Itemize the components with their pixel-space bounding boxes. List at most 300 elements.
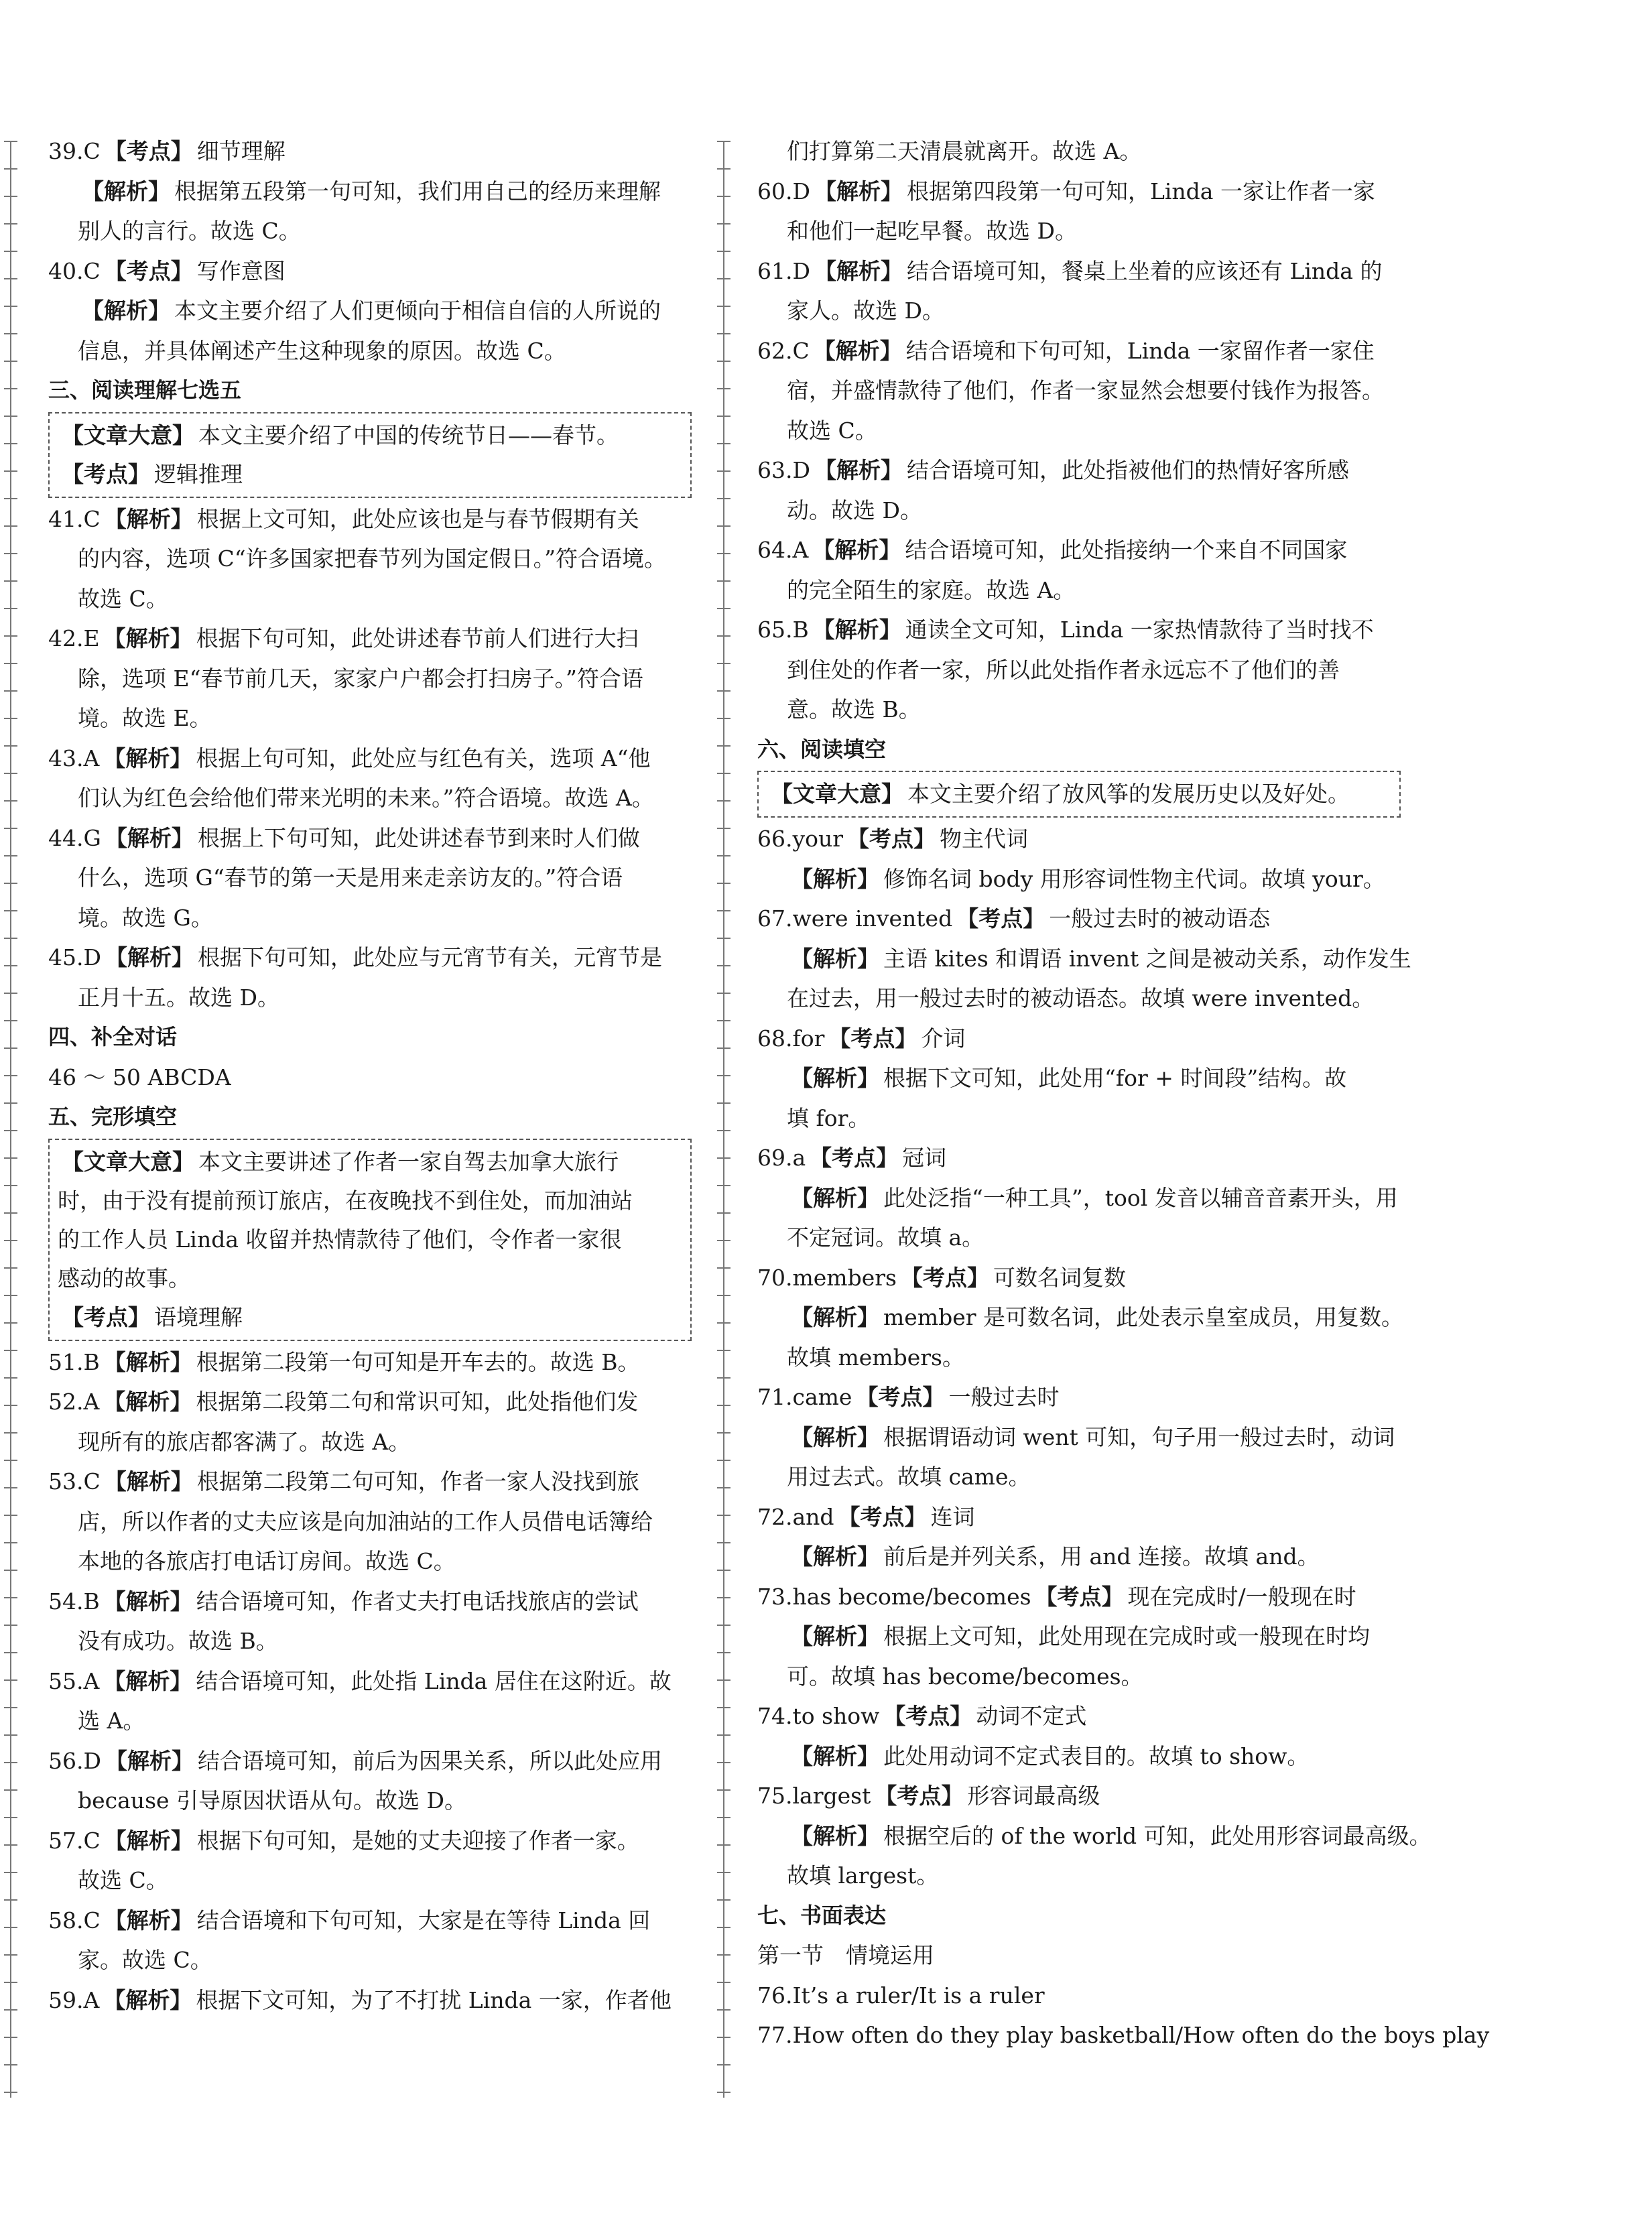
binding-tick [4, 1982, 17, 1983]
line-text: 形容词最高级 [967, 1783, 1100, 1809]
binding-tick [4, 828, 17, 829]
continuation-line [48, 858, 692, 898]
continuation-line [757, 1218, 1401, 1258]
left-binding-marks [4, 141, 17, 2098]
binding-tick [717, 278, 730, 279]
answer-entry [757, 1138, 1401, 1178]
line-text: 根据谓语动词 went 可知，句子用一般过去时，动词 [883, 1423, 1395, 1450]
binding-tick [717, 773, 730, 774]
line-text: 不定冠词。故填 a。 [787, 1224, 984, 1251]
binding-tick [4, 1350, 17, 1351]
binding-tick [4, 1185, 17, 1186]
binding-tick [4, 663, 17, 664]
continuation-line [757, 291, 1401, 331]
label-tag: 【解析】 [104, 1907, 193, 1933]
binding-tick [717, 251, 730, 252]
summary-line [58, 1220, 682, 1259]
answer-number: 65.B [757, 617, 809, 643]
answer-entry [48, 1661, 692, 1702]
label-tag: 【解析】 [791, 1184, 879, 1211]
line-text: 主语 kites 和谓语 invent 之间是被动关系，动作发生 [883, 945, 1411, 972]
label-tag: 【考点】 [810, 1145, 899, 1171]
binding-tick [4, 498, 17, 499]
answer-entry [757, 899, 1401, 939]
binding-tick [717, 1212, 730, 1214]
text-line [48, 1058, 692, 1098]
binding-tick [717, 910, 730, 911]
answer-entry [48, 499, 692, 539]
answer-entry [757, 610, 1401, 650]
binding-tick [717, 2064, 730, 2065]
continuation-line [757, 570, 1401, 611]
label-tag: 【解析】 [105, 944, 194, 970]
binding-tick [717, 525, 730, 527]
summary-line [58, 1182, 682, 1220]
binding-tick [4, 1570, 17, 1571]
binding-tick [717, 223, 730, 225]
answer-entry [757, 1019, 1401, 1059]
binding-tick [717, 1542, 730, 1543]
line-text: 的内容，选项 C“许多国家把春节列为国定假日。”符合语境。 [78, 546, 666, 572]
answer-number: 39.C [48, 138, 101, 164]
binding-tick [4, 1322, 17, 1324]
binding-tick [717, 1872, 730, 1873]
line-text: 选 A。 [78, 1708, 145, 1734]
answer-entry [48, 1821, 692, 1861]
line-text: 77.How often do they play basketball/How often do the boys play [757, 2022, 1490, 2048]
binding-tick [717, 1707, 730, 1708]
binding-tick [717, 1625, 730, 1626]
line-text: 本文主要介绍了人们更倾向于相信自信的人所说的 [174, 298, 661, 324]
line-text: 五、完形填空 [48, 1104, 178, 1129]
binding-tick [4, 168, 17, 170]
binding-tick [717, 1295, 730, 1296]
line-text: 76.It’s a ruler/It is a ruler [757, 1982, 1045, 2009]
answer-entry [48, 131, 692, 172]
line-text: 此处用动词不定式表目的。故填 to show。 [883, 1742, 1310, 1769]
binding-tick [717, 1927, 730, 1928]
binding-tick [717, 965, 730, 966]
answer-entry [48, 739, 692, 779]
binding-tick [4, 2037, 17, 2038]
continuation-line [757, 1736, 1401, 1777]
binding-tick [4, 1844, 17, 1846]
continuation-line [757, 1058, 1401, 1098]
binding-tick [717, 993, 730, 994]
line-text: 故选 C。 [78, 585, 168, 612]
answer-number: 56.D [48, 1747, 101, 1774]
binding-tick [717, 1982, 730, 1983]
answer-number: 61.D [757, 257, 810, 284]
line-text: 根据第四段第一句可知，Linda 一家让作者一家 [906, 178, 1375, 204]
answer-entry [757, 1776, 1401, 1816]
binding-tick [717, 828, 730, 829]
binding-tick [4, 1515, 17, 1516]
binding-tick [717, 1102, 730, 1104]
line-text: 介词 [921, 1025, 966, 1052]
line-text: 结合语境可知，此处指被他们的热情好客所感 [906, 457, 1349, 483]
label-tag: 【解析】 [791, 1623, 879, 1649]
label-tag: 【解析】 [105, 1747, 194, 1774]
answer-entry [757, 1258, 1401, 1298]
binding-tick [4, 1157, 17, 1159]
binding-tick [717, 663, 730, 664]
section-heading [757, 730, 1401, 770]
answer-number: 52.A [48, 1389, 100, 1415]
line-text: 结合语境和下句可知，大家是在等待 Linda 回 [196, 1907, 651, 1933]
line-text: 根据第二段第二句和常识可知，此处指他们发 [196, 1389, 639, 1415]
binding-tick [4, 1487, 17, 1488]
continuation-line [757, 939, 1411, 979]
binding-tick [4, 1020, 17, 1021]
line-text: because 引导原因状语从句。故选 D。 [78, 1787, 466, 1814]
label-tag: 【考点】 [104, 257, 193, 284]
binding-tick [4, 1130, 17, 1131]
binding-tick [4, 1597, 17, 1598]
binding-tick [4, 580, 17, 582]
binding-tick [4, 965, 17, 966]
label-tag: 【考点】 [1035, 1583, 1124, 1610]
line-text: 写作意图 [196, 257, 285, 284]
binding-tick [717, 1762, 730, 1763]
binding-tick [717, 361, 730, 362]
continuation-line [48, 331, 692, 371]
label-tag: 【解析】 [813, 337, 902, 364]
binding-tick [717, 2009, 730, 2011]
binding-tick [717, 1570, 730, 1571]
binding-tick [4, 306, 17, 307]
label-tag: 【解析】 [103, 1389, 192, 1415]
label-tag: 【解析】 [791, 945, 879, 972]
summary-box [757, 771, 1401, 818]
binding-tick [717, 718, 730, 719]
line-text: 第一节 情境运用 [757, 1942, 934, 1968]
line-text: 七、书面表达 [757, 1902, 887, 1928]
line-text: 结合语境可知，作者丈夫打电话找旅店的尝试 [196, 1588, 639, 1614]
answer-number: 43.A [48, 745, 100, 771]
answer-entry [757, 1377, 1401, 1417]
binding-tick [717, 1157, 730, 1159]
binding-tick [4, 608, 17, 609]
binding-tick [4, 1872, 17, 1873]
continuation-line [757, 1338, 1401, 1378]
binding-tick [717, 333, 730, 334]
continuation-line [48, 698, 692, 739]
binding-tick [717, 196, 730, 197]
line-text: 结合语境可知，此处指 Linda 居住在这附近。故 [196, 1667, 672, 1694]
answer-number: 60.D [757, 178, 810, 204]
line-text: 根据下文可知，为了不打扰 Linda 一家，作者他 [196, 1986, 672, 2013]
continuation-line [48, 1940, 692, 1980]
line-text: 通读全文可知，Linda 一家热情款待了当时找不 [905, 617, 1374, 643]
binding-tick [717, 141, 730, 142]
line-text: 根据上文可知，此处应该也是与春节假期有关 [196, 505, 639, 532]
answer-entry [48, 938, 692, 978]
label-tag: 【考点】 [847, 826, 936, 852]
answer-number: 67.were invented [757, 905, 953, 932]
line-text: 冠词 [902, 1145, 947, 1171]
answer-entry [757, 530, 1401, 570]
continuation-line [757, 1537, 1401, 1577]
binding-tick [717, 1322, 730, 1324]
answer-entry [757, 1497, 1401, 1537]
summary-text: 的工作人员 Linda 收留并热情款待了他们，令作者一家很 [58, 1226, 622, 1253]
label-tag: 【解析】 [103, 1348, 192, 1375]
continuation-line [757, 978, 1401, 1019]
binding-tick [4, 1762, 17, 1763]
binding-tick [4, 1927, 17, 1928]
binding-tick [4, 1652, 17, 1653]
summary-box [48, 412, 692, 498]
binding-tick [4, 525, 17, 527]
answer-entry [757, 1696, 1401, 1736]
line-text: 一般过去时 [948, 1384, 1060, 1410]
label-tag: 【解析】 [791, 1543, 879, 1570]
continuation-line [757, 211, 1401, 251]
answer-entry [48, 818, 692, 859]
answer-entry [757, 331, 1401, 371]
continuation-line [757, 1856, 1401, 1896]
answer-number: 51.B [48, 1348, 100, 1375]
line-text: 根据下文可知，此处用“for + 时间段”结构。故 [883, 1065, 1347, 1091]
line-text: 正月十五。故选 D。 [78, 984, 279, 1011]
binding-tick [4, 773, 17, 774]
continuation-line [48, 1502, 692, 1542]
continuation-line [757, 690, 1401, 730]
binding-tick [717, 443, 730, 444]
binding-tick [4, 1542, 17, 1543]
binding-tick [4, 333, 17, 334]
binding-tick [717, 1487, 730, 1488]
line-text: 前后是并列关系，用 and 连接。故填 and。 [883, 1543, 1320, 1570]
label-tag: 【解析】 [103, 1667, 192, 1694]
label-tag: 【解析】 [814, 257, 903, 284]
summary-line [58, 1259, 682, 1298]
line-text: 细节理解 [196, 138, 285, 164]
continuation-line [48, 1860, 692, 1901]
continuation-line [757, 1297, 1404, 1338]
answer-number: 45.D [48, 944, 101, 970]
label-tag: 【解析】 [791, 1065, 879, 1091]
line-text: 意。故选 B。 [787, 696, 921, 722]
text-line [757, 1976, 1401, 2016]
line-text: 现在完成时/一般现在时 [1127, 1583, 1356, 1610]
line-text: 境。故选 G。 [78, 904, 213, 931]
line-text: 宿，并盛情款待了他们，作者一家显然会想要付钱作为报答。 [787, 377, 1384, 403]
label-tag: 【解析】 [103, 1986, 192, 2013]
line-text: 可。故填 has become/becomes。 [787, 1663, 1143, 1690]
binding-tick [4, 1625, 17, 1626]
section-heading [48, 371, 692, 411]
line-text: 家。故选 C。 [78, 1947, 212, 1973]
answer-entry [48, 619, 692, 659]
binding-tick [717, 855, 730, 856]
continuation-line [757, 1098, 1401, 1139]
binding-tick [717, 1130, 730, 1131]
binding-tick [4, 690, 17, 692]
continuation-line [48, 172, 692, 212]
binding-tick [4, 1212, 17, 1214]
continuation-line [48, 1781, 692, 1821]
section-heading [48, 1017, 692, 1058]
label-tag: 【解析】 [814, 457, 903, 483]
continuation-line [48, 211, 692, 251]
binding-tick [4, 2009, 17, 2011]
label-tag: 【文章大意】 [771, 781, 903, 807]
line-text: 一般过去时的被动语态 [1049, 905, 1271, 932]
binding-tick [717, 1734, 730, 1736]
binding-tick [4, 1899, 17, 1901]
line-text: 根据第二段第二句可知，作者一家人没找到旅 [196, 1468, 639, 1495]
binding-tick [4, 1679, 17, 1681]
binding-tick [4, 470, 17, 472]
answer-number: 72.and [757, 1503, 834, 1530]
answer-number: 42.E [48, 625, 100, 651]
label-tag: 【解析】 [104, 505, 193, 532]
line-text: 根据上文可知，此处用现在完成时或一般现在时均 [883, 1623, 1370, 1649]
summary-line [58, 1298, 682, 1337]
summary-box [48, 1139, 692, 1341]
summary-text: 感动的故事。 [58, 1265, 190, 1291]
binding-tick [717, 1679, 730, 1681]
summary-text: 时，由于没有提前预订旅店，在夜晚找不到住处，而加油站 [58, 1187, 633, 1214]
line-text: 用过去式。故填 came。 [787, 1464, 1031, 1490]
binding-tick [717, 2037, 730, 2038]
binding-tick [4, 745, 17, 747]
binding-tick [717, 2092, 730, 2093]
label-tag: 【解析】 [82, 298, 170, 324]
binding-tick [717, 608, 730, 609]
binding-tick [4, 278, 17, 279]
binding-tick [4, 1240, 17, 1241]
label-tag: 【考点】 [856, 1384, 945, 1410]
binding-tick [4, 2092, 17, 2093]
line-text: 根据下句可知，此处讲述春节前人们进行大扫 [196, 625, 639, 651]
line-text: 们打算第二天清晨就离开。故选 A。 [787, 138, 1142, 164]
binding-tick [4, 443, 17, 444]
binding-tick [717, 1789, 730, 1791]
line-text: 根据上下句可知，此处讲述春节到来时人们做 [197, 824, 640, 851]
answer-number: 41.C [48, 505, 101, 532]
line-text: 修饰名词 body 用形容词性物主代词。故填 your。 [883, 865, 1385, 892]
label-tag: 【解析】 [104, 1827, 193, 1854]
binding-tick [4, 141, 17, 142]
label-tag: 【解析】 [812, 617, 901, 643]
binding-tick [4, 1102, 17, 1104]
binding-tick [4, 1075, 17, 1076]
right-column [757, 131, 1490, 2055]
continuation-line [757, 491, 1401, 531]
line-text: 本地的各旅店打电话订房间。故选 C。 [78, 1548, 456, 1574]
label-tag: 【考点】 [838, 1503, 927, 1530]
line-text: 结合语境可知，餐桌上坐着的应该还有 Linda 的 [906, 257, 1383, 284]
binding-tick [4, 1817, 17, 1818]
continuation-line [48, 778, 692, 818]
binding-tick [717, 800, 730, 802]
binding-tick [717, 745, 730, 747]
answer-number: 66.your [757, 826, 844, 852]
continuation-line [757, 371, 1401, 411]
line-text: 此处泛指“一种工具”，tool 发音以辅音音素开头，用 [883, 1184, 1398, 1211]
line-text: 们认为红色会给他们带来光明的未来。”符合语境。故选 A。 [78, 785, 654, 811]
label-tag: 【解析】 [82, 178, 170, 204]
answer-number: 74.to show [757, 1703, 880, 1729]
line-text: 三、阅读理解七选五 [48, 377, 242, 403]
line-text: 根据第二段第一句可知是开车去的。故选 B。 [196, 1348, 640, 1375]
binding-tick [717, 1954, 730, 1956]
binding-tick [717, 1432, 730, 1434]
binding-tick [717, 1652, 730, 1653]
binding-tick [4, 1789, 17, 1791]
answer-entry [757, 251, 1401, 292]
binding-tick [717, 168, 730, 170]
binding-tick [4, 1047, 17, 1049]
label-tag: 【解析】 [812, 537, 901, 563]
continuation-line [757, 859, 1401, 899]
binding-tick [717, 1597, 730, 1598]
label-tag: 【解析】 [105, 824, 194, 851]
answer-number: 70.members [757, 1264, 897, 1291]
answer-number: 44.G [48, 824, 101, 851]
continuation-line [757, 1616, 1401, 1657]
line-text: member 是可数名词，此处表示皇室成员，用复数。 [883, 1304, 1404, 1330]
binding-tick [4, 883, 17, 884]
label-tag: 【文章大意】 [62, 1148, 194, 1175]
binding-tick [717, 690, 730, 692]
label-tag: 【解析】 [103, 1588, 192, 1614]
answer-entry [48, 251, 692, 292]
line-text: 故填 largest。 [787, 1862, 939, 1889]
answer-number: 54.B [48, 1588, 100, 1614]
section-heading [757, 1896, 1401, 1936]
summary-text: 本文主要讲述了作者一家自驾去加拿大旅行 [198, 1148, 619, 1175]
label-tag: 【解析】 [791, 1304, 879, 1330]
continuation-line [48, 1422, 692, 1462]
line-text: 46 ～ 50 ABCDA [48, 1064, 231, 1090]
binding-tick [717, 1515, 730, 1516]
binding-tick [4, 361, 17, 362]
binding-tick [717, 883, 730, 884]
continuation-line [48, 978, 692, 1018]
binding-tick [4, 800, 17, 802]
label-tag: 【考点】 [104, 138, 193, 164]
binding-tick [717, 1377, 730, 1379]
line-text: 结合语境和下句可知，Linda 一家留作者一家住 [905, 337, 1375, 364]
binding-tick [717, 388, 730, 389]
binding-tick [4, 1405, 17, 1406]
binding-tick [4, 718, 17, 719]
binding-tick [717, 553, 730, 554]
line-text: 信息，并具体阐述产生这种现象的原因。故选 C。 [78, 337, 566, 364]
answer-number: 53.C [48, 1468, 101, 1495]
answer-number: 68.for [757, 1025, 825, 1052]
line-text: 没有成功。故选 B。 [78, 1628, 278, 1654]
binding-tick [717, 416, 730, 417]
line-text: 四、补全对话 [48, 1024, 178, 1050]
answer-entry [48, 1382, 692, 1422]
center-divider-marks [717, 141, 730, 2098]
answer-entry [48, 1980, 692, 2021]
label-tag: 【文章大意】 [62, 422, 194, 448]
label-tag: 【解析】 [791, 865, 879, 892]
line-text: 除，选项 E“春节前几天，家家户户都会打扫房子。”符合语 [78, 665, 643, 692]
answer-number: 57.C [48, 1827, 101, 1854]
continuation-line [757, 1457, 1401, 1497]
line-text: 根据下句可知，是她的丈夫迎接了作者一家。 [196, 1827, 639, 1854]
line-text: 别人的言行。故选 C。 [78, 218, 301, 244]
binding-tick [4, 938, 17, 939]
answer-entry [48, 1741, 692, 1781]
